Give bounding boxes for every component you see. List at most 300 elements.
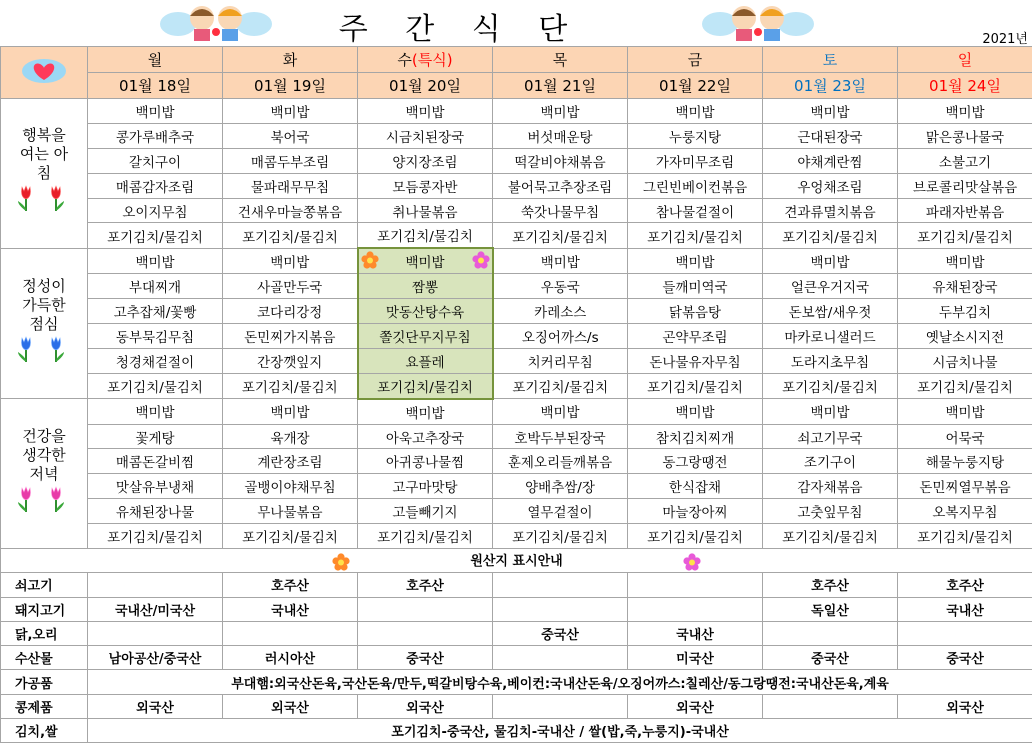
menu-item-text: 포기김치/물김치 bbox=[107, 229, 203, 246]
menu-cell bbox=[898, 348, 1032, 373]
menu-item-text: 맑은콩나물국 bbox=[925, 129, 1005, 146]
menu-item-text: 포기김치/물김치 bbox=[647, 229, 743, 246]
menu-item-text: 백미밥 bbox=[405, 104, 445, 121]
menu-cell bbox=[763, 274, 898, 299]
meal-label-1 bbox=[1, 248, 88, 398]
menu-cell bbox=[223, 399, 358, 424]
menu-cell bbox=[88, 524, 223, 549]
meal-row bbox=[1, 248, 1032, 273]
origin-cell: 호주산 bbox=[898, 573, 1032, 597]
menu-cell bbox=[358, 223, 493, 248]
menu-cell bbox=[493, 299, 628, 324]
meal-row bbox=[1, 474, 1032, 499]
menu-cell bbox=[223, 449, 358, 474]
day-name-1 bbox=[223, 47, 358, 73]
menu-cell bbox=[493, 474, 628, 499]
menu-item-text: 들깨미역국 bbox=[662, 280, 728, 297]
day-date-3: 01월 21일 bbox=[493, 73, 628, 99]
menu-cell bbox=[358, 348, 493, 373]
heart-cell bbox=[1, 47, 88, 99]
menu-cell bbox=[628, 373, 763, 398]
origin-cell bbox=[763, 621, 898, 645]
origin-cell: 남아공산/중국산 bbox=[88, 646, 223, 670]
menu-item-text: 코다리강정 bbox=[257, 305, 323, 322]
flower-icon bbox=[472, 251, 490, 269]
menu-item-text: 포기김치/물김치 bbox=[377, 229, 473, 246]
menu-cell bbox=[628, 424, 763, 449]
menu-item-text: 맛살유부냉채 bbox=[115, 480, 195, 497]
menu-cell bbox=[493, 148, 628, 173]
day-date-6: 01월 24일 bbox=[898, 73, 1032, 99]
menu-cell bbox=[223, 148, 358, 173]
menu-item-text: 두부김치 bbox=[938, 305, 992, 322]
day-date-0: 01월 18일 bbox=[88, 73, 223, 99]
menu-cell bbox=[763, 499, 898, 524]
meal-row bbox=[1, 424, 1032, 449]
menu-cell bbox=[358, 474, 493, 499]
menu-item-text: 간장깻잎지 bbox=[257, 354, 323, 371]
menu-cell bbox=[223, 223, 358, 248]
kimchi-text: 포기김치-중국산, 물김치-국내산 / 쌀(밥,죽,누룽지)-국내산 bbox=[88, 719, 1032, 743]
origin-cell bbox=[223, 621, 358, 645]
menu-item-text: 모듬콩자반 bbox=[392, 179, 458, 196]
origin-cell: 독일산 bbox=[763, 597, 898, 621]
menu-item-text: 백미밥 bbox=[810, 255, 850, 272]
meal-row bbox=[1, 148, 1032, 173]
menu-cell bbox=[628, 123, 763, 148]
menu-item-text: 골뱅이야채무침 bbox=[244, 480, 336, 497]
menu-item-text: 돈보쌈/새우젓 bbox=[788, 305, 872, 322]
menu-cell bbox=[493, 449, 628, 474]
menu-item-text: 어묵국 bbox=[945, 430, 985, 447]
origin-cell: 러시아산 bbox=[223, 646, 358, 670]
menu-cell bbox=[223, 524, 358, 549]
menu-cell bbox=[358, 173, 493, 198]
menu-item-text: 백미밥 bbox=[540, 255, 580, 272]
menu-item-text: 고구마맛탕 bbox=[392, 480, 458, 497]
origin-cell bbox=[898, 621, 1032, 645]
menu-item-text: 백미밥 bbox=[405, 405, 445, 422]
menu-cell bbox=[628, 223, 763, 248]
menu-cell bbox=[898, 449, 1032, 474]
origin-label: 가공품 bbox=[1, 670, 88, 694]
menu-cell bbox=[223, 123, 358, 148]
origin-cell: 국내산 bbox=[898, 597, 1032, 621]
origin-cell bbox=[493, 646, 628, 670]
origin-cell bbox=[358, 597, 493, 621]
menu-cell bbox=[493, 173, 628, 198]
origin-cell bbox=[763, 694, 898, 718]
origin-cell: 외국산 bbox=[358, 694, 493, 718]
menu-item-text: 포기김치/물김치 bbox=[782, 379, 878, 396]
menu-cell bbox=[898, 499, 1032, 524]
menu-cell bbox=[898, 324, 1032, 349]
origin-row bbox=[1, 573, 1032, 597]
menu-item-text: 콩가루배추국 bbox=[115, 129, 195, 146]
menu-cell bbox=[898, 474, 1032, 499]
menu-cell bbox=[358, 424, 493, 449]
menu-cell bbox=[88, 449, 223, 474]
menu-item-text: 육개장 bbox=[270, 430, 310, 447]
meal-row bbox=[1, 499, 1032, 524]
red-tulip-icon bbox=[14, 183, 74, 215]
menu-item-text: 양배추쌈/장 bbox=[525, 480, 595, 497]
menu-cell bbox=[88, 373, 223, 398]
title-bar bbox=[0, 0, 1032, 46]
menu-cell bbox=[358, 373, 493, 398]
menu-item-text: 오징어까스/s bbox=[521, 329, 599, 346]
menu-cell bbox=[763, 299, 898, 324]
menu-item-text: 매콤감자조림 bbox=[115, 179, 195, 196]
menu-cell bbox=[88, 499, 223, 524]
menu-cell bbox=[223, 373, 358, 398]
menu-item-text: 백미밥 bbox=[270, 255, 310, 272]
menu-cell bbox=[493, 123, 628, 148]
menu-cell bbox=[88, 324, 223, 349]
menu-item-text: 사골만두국 bbox=[257, 280, 323, 297]
menu-cell bbox=[763, 223, 898, 248]
menu-cell bbox=[88, 248, 223, 273]
menu-item-text: 포기김치/물김치 bbox=[377, 379, 473, 396]
menu-cell bbox=[223, 99, 358, 124]
menu-item-text: 견과류멸치볶음 bbox=[784, 204, 876, 221]
menu-cell bbox=[88, 348, 223, 373]
menu-item-text: 치커리무침 bbox=[527, 354, 593, 371]
menu-item-text: 백미밥 bbox=[270, 405, 310, 422]
menu-item-text: 마늘장아찌 bbox=[662, 505, 728, 522]
day-name-5 bbox=[763, 47, 898, 73]
menu-item-text: 백미밥 bbox=[405, 255, 445, 272]
menu-item-text: 야채계란찜 bbox=[797, 154, 863, 171]
menu-cell bbox=[763, 424, 898, 449]
menu-cell bbox=[763, 449, 898, 474]
day-name-0 bbox=[88, 47, 223, 73]
origin-cell bbox=[493, 694, 628, 718]
pink-tulip-icon bbox=[14, 484, 74, 516]
menu-cell bbox=[88, 123, 223, 148]
menu-cell bbox=[88, 474, 223, 499]
day-date-1: 01월 19일 bbox=[223, 73, 358, 99]
menu-cell bbox=[628, 499, 763, 524]
menu-item-text: 브로콜리맛살볶음 bbox=[912, 179, 1018, 196]
menu-cell bbox=[898, 148, 1032, 173]
menu-item-text: 백미밥 bbox=[945, 255, 985, 272]
menu-cell bbox=[628, 474, 763, 499]
kimchi-row bbox=[1, 719, 1032, 743]
menu-item-text: 포기김치/물김치 bbox=[512, 229, 608, 246]
menu-cell bbox=[88, 99, 223, 124]
menu-item-text: 물파래무무침 bbox=[250, 179, 330, 196]
menu-cell bbox=[763, 173, 898, 198]
menu-cell bbox=[223, 299, 358, 324]
origin-cell: 중국산 bbox=[358, 646, 493, 670]
menu-item-text: 떡갈비야채볶음 bbox=[514, 154, 606, 171]
menu-cell bbox=[358, 248, 493, 273]
origin-title-text: 원산지 표시안내 bbox=[470, 554, 563, 570]
menu-cell bbox=[628, 99, 763, 124]
origin-label: 쇠고기 bbox=[1, 573, 88, 597]
menu-cell bbox=[358, 449, 493, 474]
menu-cell bbox=[358, 299, 493, 324]
menu-cell bbox=[493, 499, 628, 524]
menu-cell bbox=[763, 148, 898, 173]
menu-item-text: 훈제오리들깨볶음 bbox=[507, 455, 613, 472]
day-name-text: 금 bbox=[687, 51, 703, 69]
menu-item-text: 가자미무조림 bbox=[655, 154, 735, 171]
meal-row bbox=[1, 123, 1032, 148]
menu-cell bbox=[223, 424, 358, 449]
menu-item-text: 아욱고추장국 bbox=[385, 430, 465, 447]
menu-item-text: 쑥갓나물무침 bbox=[520, 204, 600, 221]
origin-cell bbox=[358, 621, 493, 645]
menu-cell bbox=[88, 399, 223, 424]
origin-cell: 호주산 bbox=[223, 573, 358, 597]
meal-row bbox=[1, 274, 1032, 299]
meal-row bbox=[1, 449, 1032, 474]
day-date-5: 01월 23일 bbox=[763, 73, 898, 99]
menu-item-text: 포기김치/물김치 bbox=[242, 229, 338, 246]
day-name-text: 수 bbox=[397, 51, 412, 69]
menu-item-text: 꽃게탕 bbox=[135, 430, 175, 447]
menu-cell bbox=[223, 474, 358, 499]
origin-label: 콩제품 bbox=[1, 694, 88, 718]
menu-item-text: 시금치나물 bbox=[932, 354, 998, 371]
origin-cell: 외국산 bbox=[628, 694, 763, 718]
menu-item-text: 건새우마늘쫑볶음 bbox=[237, 204, 343, 221]
date-header-row bbox=[1, 73, 1032, 99]
menu-item-text: 열무겉절이 bbox=[527, 505, 593, 522]
special-tag: (특식) bbox=[411, 51, 453, 69]
menu-cell bbox=[358, 148, 493, 173]
menu-item-text: 소불고기 bbox=[938, 154, 992, 171]
day-date-4: 01월 22일 bbox=[628, 73, 763, 99]
origin-cell: 국내산 bbox=[628, 621, 763, 645]
menu-item-text: 호박두부된장국 bbox=[514, 430, 606, 447]
origin-cell bbox=[628, 573, 763, 597]
day-name-text: 토 bbox=[822, 51, 838, 69]
flower-icon bbox=[361, 251, 379, 269]
origin-cell: 호주산 bbox=[763, 573, 898, 597]
menu-item-text: 오복지무침 bbox=[932, 505, 998, 522]
menu-cell bbox=[763, 373, 898, 398]
menu-item-text: 백미밥 bbox=[810, 405, 850, 422]
menu-item-text: 포기김치/물김치 bbox=[241, 379, 338, 396]
menu-cell bbox=[628, 348, 763, 373]
menu-cell bbox=[898, 424, 1032, 449]
menu-cell bbox=[628, 274, 763, 299]
day-header-row bbox=[1, 47, 1032, 73]
menu-item-text: 돈민찌열무볶음 bbox=[919, 480, 1011, 497]
menu-cell bbox=[493, 99, 628, 124]
menu-item-text: 부대찌개 bbox=[128, 280, 182, 297]
menu-item-text: 돈나물유자무침 bbox=[649, 354, 741, 371]
menu-cell bbox=[358, 99, 493, 124]
origin-row bbox=[1, 621, 1032, 645]
menu-item-text: 도라지초무침 bbox=[790, 354, 870, 371]
blue-tulip-icon bbox=[14, 334, 74, 366]
menu-cell bbox=[223, 248, 358, 273]
meal-label-2 bbox=[1, 399, 88, 549]
tofu-row bbox=[1, 694, 1032, 718]
menu-item-text: 포기김치/물김치 bbox=[647, 379, 743, 396]
meal-row bbox=[1, 373, 1032, 398]
menu-item-text: 오이지무침 bbox=[122, 204, 188, 221]
menu-cell bbox=[88, 424, 223, 449]
origin-title-row bbox=[1, 549, 1032, 573]
menu-item-text: 양지장조림 bbox=[392, 154, 458, 171]
menu-item-text: 쫄깃단무지무침 bbox=[379, 329, 471, 346]
menu-item-text: 포기김치/물김치 bbox=[377, 530, 473, 547]
menu-cell bbox=[898, 248, 1032, 273]
menu-cell bbox=[763, 198, 898, 223]
menu-cell bbox=[493, 373, 628, 398]
origin-cell: 중국산 bbox=[898, 646, 1032, 670]
menu-cell bbox=[358, 198, 493, 223]
menu-cell bbox=[493, 198, 628, 223]
menu-item-text: 백미밥 bbox=[540, 405, 580, 422]
menu-cell bbox=[223, 324, 358, 349]
menu-cell bbox=[358, 324, 493, 349]
menu-cell bbox=[628, 173, 763, 198]
children-clipart-left bbox=[158, 2, 274, 42]
origin-cell bbox=[628, 597, 763, 621]
menu-cell bbox=[628, 248, 763, 273]
origin-label: 수산물 bbox=[1, 646, 88, 670]
menu-item-text: 포기김치/물김치 bbox=[782, 530, 878, 547]
menu-item-text: 해물누룽지탕 bbox=[925, 455, 1005, 472]
menu-item-text: 취나물볶음 bbox=[392, 204, 458, 221]
menu-item-text: 청경채겉절이 bbox=[115, 354, 195, 371]
menu-item-text: 파래자반볶음 bbox=[925, 204, 1005, 221]
menu-item-text: 백미밥 bbox=[945, 104, 985, 121]
day-name-text: 목 bbox=[552, 51, 568, 69]
menu-cell bbox=[763, 399, 898, 424]
day-name-text: 화 bbox=[282, 51, 298, 69]
menu-cell bbox=[88, 274, 223, 299]
meal-row bbox=[1, 399, 1032, 424]
menu-cell bbox=[628, 148, 763, 173]
menu-cell bbox=[358, 524, 493, 549]
menu-cell bbox=[628, 449, 763, 474]
meal-row bbox=[1, 299, 1032, 324]
menu-item-text: 동그랑땡전 bbox=[662, 455, 728, 472]
menu-item-text: 참치김치찌개 bbox=[655, 430, 735, 447]
menu-item-text: 북어국 bbox=[270, 129, 310, 146]
menu-item-text: 포기김치/물김치 bbox=[782, 229, 878, 246]
menu-item-text: 포기김치/물김치 bbox=[917, 379, 1013, 396]
menu-item-text: 그린빈베이컨볶음 bbox=[642, 179, 748, 196]
menu-item-text: 감자채볶음 bbox=[797, 480, 863, 497]
menu-item-text: 계란장조림 bbox=[257, 455, 323, 472]
menu-item-text: 버섯매운탕 bbox=[527, 129, 593, 146]
children-clipart-right bbox=[700, 2, 816, 42]
menu-cell bbox=[358, 399, 493, 424]
origin-cell bbox=[493, 597, 628, 621]
menu-item-text: 얼큰우거지국 bbox=[790, 280, 870, 297]
menu-cell bbox=[493, 274, 628, 299]
meal-label-text: 행복을 여는 아침 bbox=[19, 126, 69, 183]
menu-item-text: 백미밥 bbox=[810, 104, 850, 121]
menu-item-text: 마카로니샐러드 bbox=[784, 329, 876, 346]
origin-label: 돼지고기 bbox=[1, 597, 88, 621]
menu-cell bbox=[223, 499, 358, 524]
origin-cell: 미국산 bbox=[628, 646, 763, 670]
menu-item-text: 고춧잎무침 bbox=[797, 505, 863, 522]
menu-cell bbox=[223, 274, 358, 299]
menu-item-text: 백미밥 bbox=[945, 405, 985, 422]
menu-item-text: 백미밥 bbox=[135, 104, 175, 121]
menu-item-text: 포기김치/물김치 bbox=[107, 530, 203, 547]
menu-cell bbox=[358, 123, 493, 148]
menu-item-text: 백미밥 bbox=[675, 255, 715, 272]
origin-cell: 국내산 bbox=[223, 597, 358, 621]
meal-row bbox=[1, 348, 1032, 373]
menu-cell bbox=[88, 299, 223, 324]
menu-cell bbox=[763, 524, 898, 549]
origin-cell bbox=[493, 573, 628, 597]
menu-item-text: 짬뽕 bbox=[411, 280, 439, 297]
menu-cell bbox=[223, 198, 358, 223]
processed-text: 부대햄:외국산돈육,국산돈육/만두,떡갈비탕수육,베이컨:국내산돈육/오징어까스:칠레산/동그랑땡전:국내산돈육,계육 bbox=[88, 670, 1032, 694]
meal-row bbox=[1, 198, 1032, 223]
origin-row bbox=[1, 646, 1032, 670]
origin-cell: 중국산 bbox=[763, 646, 898, 670]
menu-cell bbox=[628, 299, 763, 324]
menu-cell bbox=[628, 399, 763, 424]
origin-cell: 호주산 bbox=[358, 573, 493, 597]
menu-item-text: 한식잡채 bbox=[668, 480, 722, 497]
meal-row bbox=[1, 223, 1032, 248]
menu-item-text: 포기김치/물김치 bbox=[242, 530, 338, 547]
menu-cell bbox=[898, 373, 1032, 398]
menu-item-text: 아귀콩나물찜 bbox=[385, 455, 465, 472]
day-name-2 bbox=[358, 47, 493, 73]
menu-item-text: 우동국 bbox=[540, 280, 580, 297]
meal-label-text: 건강을 생각한 저녁 bbox=[22, 426, 66, 483]
menu-item-text: 포기김치/물김치 bbox=[917, 530, 1013, 547]
menu-cell bbox=[898, 198, 1032, 223]
day-name-text: 일 bbox=[957, 51, 973, 69]
flower-icon bbox=[332, 553, 350, 571]
menu-item-text: 근대된장국 bbox=[797, 129, 863, 146]
menu-item-text: 갈치구이 bbox=[128, 154, 182, 171]
menu-cell bbox=[493, 399, 628, 424]
menu-cell bbox=[898, 524, 1032, 549]
day-name-3 bbox=[493, 47, 628, 73]
menu-item-text: 옛날소시지전 bbox=[925, 329, 1005, 346]
menu-cell bbox=[763, 99, 898, 124]
origin-table bbox=[0, 548, 1032, 743]
menu-cell bbox=[358, 499, 493, 524]
menu-cell bbox=[763, 123, 898, 148]
menu-item-text: 유채된장나물 bbox=[115, 505, 195, 522]
menu-item-text: 포기김치/물김치 bbox=[512, 530, 608, 547]
menu-cell bbox=[763, 474, 898, 499]
menu-item-text: 매콤두부조림 bbox=[250, 154, 330, 171]
origin-cell bbox=[88, 573, 223, 597]
menu-item-text: 돈민찌가지볶음 bbox=[244, 329, 336, 346]
menu-item-text: 고들빼기지 bbox=[392, 505, 458, 522]
menu-cell bbox=[88, 223, 223, 248]
origin-cell: 외국산 bbox=[898, 694, 1032, 718]
menu-item-text: 백미밥 bbox=[675, 405, 715, 422]
day-name-6 bbox=[898, 47, 1032, 73]
menu-cell bbox=[358, 274, 493, 299]
menu-cell bbox=[628, 324, 763, 349]
menu-cell bbox=[223, 348, 358, 373]
menu-item-text: 백미밥 bbox=[675, 104, 715, 121]
origin-cell bbox=[88, 621, 223, 645]
